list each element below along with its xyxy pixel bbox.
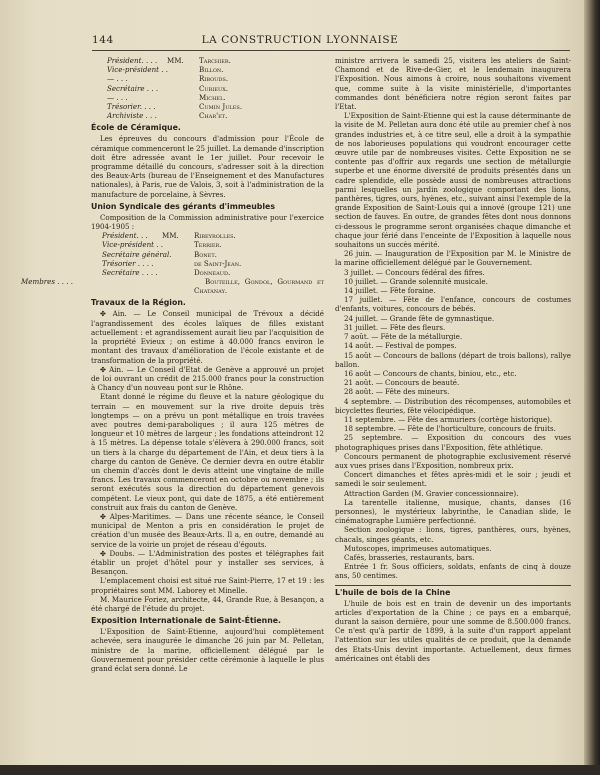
roster-line: Membres . . . . Bouteille, Gondol, Gourmand et Chatanay. [21,277,324,296]
roster-line: — . . . Michel. [107,92,226,102]
event-line: 16 août — Concours de chants, biniou, etc., etc. [344,368,517,378]
roster-line: Secrétaire . . . Curieux. [107,83,229,93]
roster-line: — . . . Ribouds. [107,74,229,84]
paragraph: Attraction Garden (M. Gravier concessionnaire). [344,488,519,498]
page-edge-shadow [584,0,600,775]
event-line: 3 juillet. — Concours fédéral des fifres. [344,267,485,277]
paragraph: ✤ Doubs. — L'Administration des postes et télégraphes fait établir un projet d'hôtel pour y installer ses services, à Besançon. [91,548,324,577]
event-line: 4 septembre. — Distribution des récompenses, automobiles et bicyclettes fleuries, fête vélocipédique. [335,396,571,415]
paragraph: Etant donné le régime du fleuve et la nature géologique du terrain — en mouvement sur la rive droite depuis très longtemps — on a prévu un pont métallique en trois travées avec poutres demi-paraboliques ; il aura 125 mètres de longueur et 10 mètres de largeur ; les fondations atteindront 12 à 15 mètres. La dépense totale s'élèvera à 290.000 francs, soit un tiers à la charge du département de l'Ain, et deux tiers à la charge du canton de Genève. Ce dernier devra en outre établir un chemin d'accès dont le devis atteint une vingtaine de mille francs. Les travaux commenceront en octobre ou novembre ; ils seront exécutés sous la direction du département genevois compétent. Le vieux pont, qui date de 1875, a été entièrement construit aux frais du canton de Genève. [91,392,324,512]
event-line: 14 août. — Festival de pompes. [344,341,457,351]
event-line: 14 juillet. — Fête foraine. [344,286,436,296]
event-line: 7 août. — Fête de la métallurgie. [344,332,463,342]
roster-line: Secrétaire général. Bonet. [102,249,217,259]
roster-line: Trésorier . . . . de Saint-Jean. [102,258,242,268]
header-rule [92,50,570,51]
paragraph: Concours permanent de photographie exclusivement réservé aux vues prises dans l'Exposition, nombreux prix. [335,451,571,470]
left-column [21,56,325,756]
paragraph: Cafés, brasseries, restaurants, bars. [344,552,475,562]
roster-line: Président. . . . MM. Tarchier. [107,56,231,65]
event-line: 11 septembre. — Fête des armuriers (cortège historique). [344,414,553,424]
section-heading-travaux: Travaux de la Région. [91,298,186,308]
paragraph: ✤ Ain. — Le Conseil municipal de Trévoux a décidé l'agrandissement des écoles laïques de filles existant actuellement : et agrandissement aurait lieu par l'acquisition de la propriété Evieux ; on estime à 40.000 francs environ le montant des travaux d'amélioration de l'école existante et de transformation de la propriété. [91,309,324,365]
right-column [335,56,571,756]
paragraph: L'huile de bois est en train de devenir un des importants articles d'exportation de la Chine ; ce pays en a embarqué, durant la saison dernière, pour une somme de 8.500.000 francs. Ce n'est qu'à partir de 1899, à la suite d'un rapport appelant l'attention sur les utiles qualités de ce produit, que la demande des Etats-Unis devint importante. Actuellement, deux firmes américaines ont établi des [335,598,571,663]
event-line: 15 août — Concours de ballons (départ de trois ballons), rallye ballon. [335,350,571,369]
event-line: 26 juin. — Inauguration de l'Exposition par M. le Ministre de la marine officiellement délégué par le Gouvernement. [335,249,571,268]
paragraph: La tarentelle italienne, musique, chants, danses (16 personnes), le mystérieux labyrinthe, le Canadian slide, le cinématographe Lumière perfectionné. [335,497,571,526]
roster-commission [21,231,324,296]
roster-line: Secrétaire . . . . Donneaud. [102,267,231,277]
event-line: 18 septembre. — Fête de l'horticulture, concours de fruits. [344,424,556,434]
section-heading-st-etienne: Exposition Internationale de Saint-Étienne. [91,616,282,626]
paragraph: Mutoscopes, imprimeuses automatiques. [344,543,492,553]
paragraph: ✤ Ain. — Le Conseil d'Etat de Genève a approuvé un projet de loi ouvrant un crédit de 215.000 francs pour la construction à Chancy d'un nouveau pont sur le Rhône. [91,364,324,393]
event-line: 21 août. — Concours de beauté. [344,378,460,388]
paragraph: L'emplacement choisi est situé rue Saint-Pierre, 17 et 19 : les propriétaires sont MM. Laborey et Minelle. [91,576,324,595]
paragraph: Les épreuves du concours d'admission pour l'École de céramique commenceront le 25 juillet. La demande d'inscription doit être adressée avant le 1er juillet. Pour recevoir le programme détaillé du concours, s'adresser soit à la direction des Beaux-Arts (bureau de l'Enseignement et des Manufactures nationales), à Paris, rue de Valois, 3, soit à l'administration de la manufacture de porcelaine, à Sèvres. [91,134,325,199]
event-line: 28 août. — Fête des mineurs. [344,387,450,397]
event-line: 24 juillet. — Grande fête de gymnastique. [344,313,495,323]
roster-line: Archiviste . . . Char'et. [107,111,228,121]
paragraph: ✤ Alpes-Maritimes. — Dans une récente séance, le Conseil municipal de Menton a pris en considération le projet de création d'un musée des Beaux-Arts. Il a, en outre, demandé au service de la voirie un projet de réseau d'égouts. [91,511,324,549]
paragraph: ministre arrivera le samedi 25, visitera les ateliers de Saint-Chamond et de Rive-de-Gier, et le lendemain inaugurera l'Exposition. Nous aimons à croire, nous souhaitons vivement que, comme suite à la visite ministérielle, d'importantes commandes dont bénéficiera notre région seront faites par l'Etat. [335,56,571,112]
paragraph: Concert dimanches et fêtes après-midi et le soir ; jeudi et samedi le soir seulement. [335,470,571,489]
page-edge-shadow-bottom [0,765,600,775]
section-heading-ceramique: École de Céramique. [91,123,181,133]
paragraph: L'Exposition de Saint-Etienne qui est la cause déterminante de la visite de M. Pelletan aura donc été utile au premier chef à nos grandes industries et, à ce titre seul, elle a droit à la sympathie de nos laborieuses populations qui voudront encourager cette œuvre utile par de nombreuses visites. Cette Exposition ne se contente pas d'offrir aux regards une section de métallurgie superbe et une énorme diversité de produits présentés dans un cadre splendide, elle possède aussi de nombreuses attractions parmi lesquelles un jardin zoologique comportant des lions, panthères, tigres, ours, hyènes, etc., suivant ainsi l'exemple de la grande Exposition de Saint-Louis qui a innové (groupe 121) une section de fauves. En outre, de grandes fêtes dont nous donnons ci-dessous le programme seront organisées chaque dimanche et chaque jour férié dans l'enceinte de l'Exposition à laquelle nous souhaitons un succès mérité. [335,111,571,250]
roster-line: Vice-président . . Terrier. [102,240,222,250]
event-line: 17 juillet. — Fête de l'enfance, concours de costumes d'enfants, voitures, concours de bébés. [335,295,571,314]
paragraph: M. Maurice Foriez, architecte, 44, Grande Rue, à Besançon, a été chargé de l'étude du projet. [91,594,324,613]
roster-line: Président. . . MM. Ribeyrolles. [102,231,236,241]
roster-line: Vice-président . . Billon. [107,65,224,75]
roster-line: Trésorier. . . . Cumin Jules. [107,101,243,111]
event-line: 10 juillet. — Grande solennité musicale. [344,276,488,286]
section-heading-syndicale: Union Syndicale des gérants d'immeubles [91,201,275,211]
event-line: 25 septembre. — Exposition du concours des vues photographiques prises dans l'Exposition, fête athlétique. [335,433,571,452]
paragraph: L'Exposition de Saint-Etienne, aujourd'hui complètement achevée, sera inaugurée le dimanche 26 juin par M. Pelletan, ministre de la marine, officiellement délégué par le Gouvernement pour présider cette cérémonie à laquelle le plus grand éclat sera donné. Le [91,627,324,673]
paragraph: Section zoologique : lions, tigres, panthères, ours, hyènes, chacals, singes géants, etc. [335,525,571,544]
page-number: 144 [92,34,114,46]
event-line: 31 juillet. — Fête des fleurs. [344,322,446,332]
section-heading-chine: L'huile de bois de la Chine [335,585,571,598]
paragraph: Composition de la Commission administrative pour l'exercice 1904-1905 : [91,212,324,231]
roster-society [91,56,324,120]
journal-title: LA CONSTRUCTION LYONNAISE [201,34,399,46]
paragraph: Entrée 1 fr. Sous officiers, soldats, enfants de cinq à douze ans, 50 centimes. [335,562,571,581]
